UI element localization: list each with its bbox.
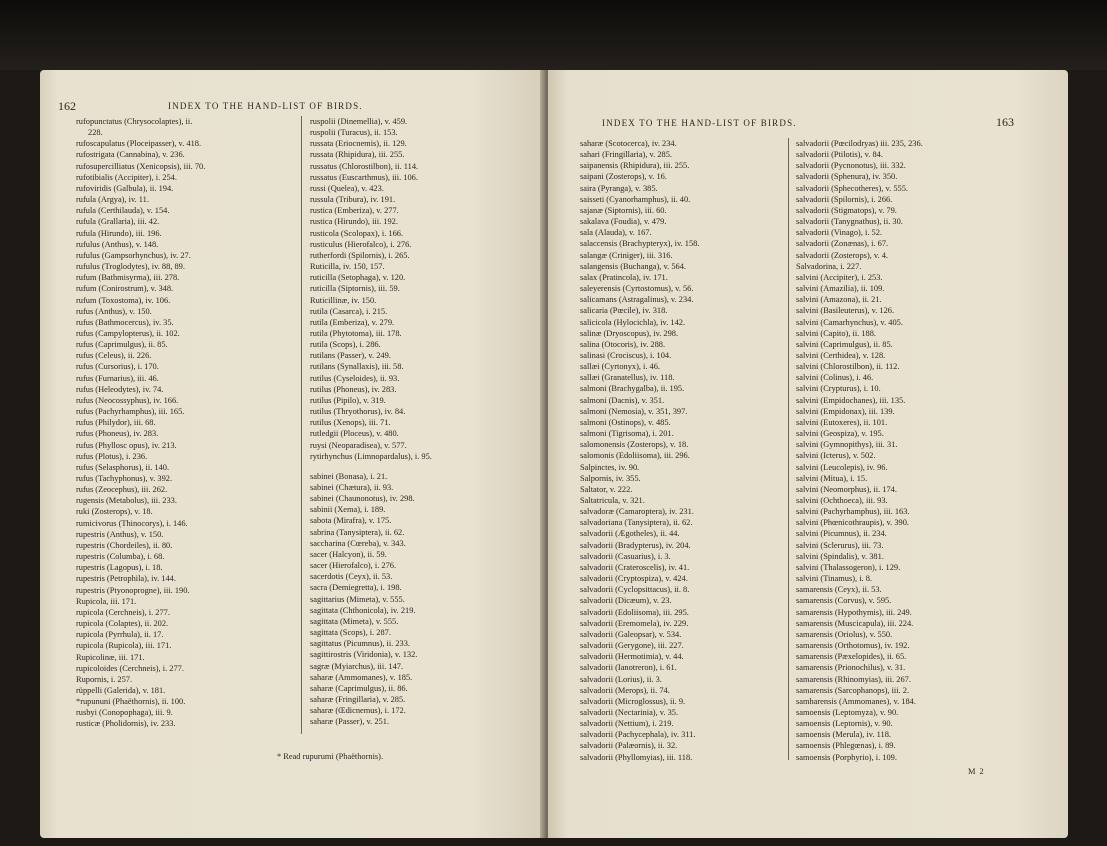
index-entry: samoensis (Porphyrio), i. 109. [796, 752, 897, 762]
column-divider [788, 138, 789, 760]
index-entry: Rupicolinæ, iii. 171. [76, 652, 145, 662]
index-entry: rufus (Phyllosc opus), iv. 213. [76, 440, 177, 450]
index-entry: salvini (Empidonax), iii. 139. [796, 406, 895, 416]
left-page [40, 70, 545, 838]
index-entry: rutledgii (Ploceus), v. 480. [310, 429, 399, 439]
index-entry: samarensis (Prionochilus), v. 31. [796, 663, 906, 673]
index-entry: salangæ (Criniger), iii. 316. [580, 250, 673, 260]
index-entry: sacerdotis (Ceyx), ii. 53. [310, 572, 393, 582]
index-entry: rustica (Emberiza), v. 277. [310, 206, 399, 216]
index-entry: rytirhynchus (Limnopardalus), i. 95. [310, 451, 432, 461]
index-entry: rufus (Heleodytes), iv. 74. [76, 384, 164, 394]
footnote: * Read rupurumi (Phaëthornis). [277, 752, 384, 761]
index-entry: Salvadorina, i. 227. [796, 261, 862, 271]
index-column-left-1 [76, 116, 306, 730]
index-entry: rutilans (Synallaxis), iii. 58. [310, 362, 404, 372]
index-entry: salvadorii (Sphecotheres), v. 555. [796, 183, 909, 193]
index-entry: rutilus (Phoneus), iv. 283. [310, 384, 397, 394]
index-entry: rufus (Pachyrhamphus), iii. 165. [76, 407, 185, 417]
index-entry: salmoni (Ostinops), v. 485. [580, 417, 671, 427]
index-entry: salvini (Empidochanes), iii. 135. [796, 395, 906, 405]
index-entry: rupestris (Columba), i. 68. [76, 552, 165, 562]
index-entry: rufus (Cursorius), i. 170. [76, 362, 159, 372]
index-entry: salvadorii (Gerygone), iii. 227. [580, 641, 684, 651]
index-entry: rufum (Bathmisyrma), iii. 278. [76, 273, 180, 283]
index-entry: russatus (Euscarthmus), iii. 106. [310, 172, 418, 182]
index-entry: salvadorii (Casuarius), i. 3. [580, 551, 671, 561]
index-entry: salvadorii (Pœcilodryas) iii. 235, 236. [796, 139, 923, 148]
index-column-left-2 [310, 116, 542, 727]
index-entry: salvadoriana (Tanysiptera), ii. 62. [580, 518, 693, 528]
index-entry: sabinei (Chætura), ii. 93. [310, 483, 394, 492]
index-entry: rustica (Hirundo), iii. 192. [310, 217, 398, 227]
index-entry: salvadorii (Zosterops), v. 4. [796, 250, 889, 260]
index-entry: salvadorii (Eremomela), iv. 229. [580, 618, 689, 628]
index-entry: rufus (Anthus), v. 150. [76, 306, 152, 316]
index-entry: salvadorii (Cyclopsittacus), ii. 8. [580, 585, 690, 595]
index-entry: russata (Eriocnemis), ii. 129. [310, 139, 407, 149]
index-entry: ruysi (Neoparadisea), v. 577. [310, 440, 407, 450]
index-entry: sagittata (Chthonicola), iv. 219. [310, 605, 416, 615]
index-entry: samarensis (Orthotomus), iv. 192. [796, 641, 910, 651]
index-entry: rutilus (Pipilo), v. 319. [310, 395, 386, 405]
index-entry: rufula (Hirundo), iii. 196. [76, 228, 162, 238]
index-entry: rufula (Grallaria), iii. 42. [76, 217, 160, 227]
index-entry: ruticilla (Siptornis), iii. 59. [310, 284, 400, 294]
index-entry: rufus (Plotus), i. 236. [76, 451, 148, 461]
index-entry: salvadorii (Hermotimia), v. 44. [580, 652, 684, 662]
index-entry: samoensis (Phlegœnas), i. 89. [796, 741, 896, 751]
index-entry: rupicola (Colaptes), ii. 202. [76, 619, 169, 629]
index-entry: rufula (Certhilauda), v. 154. [76, 206, 170, 216]
index-entry: salinæ (Dryoscopus), iv. 298. [580, 328, 679, 338]
index-entry: sagittarius (Mimeta), v. 555. [310, 594, 405, 604]
index-entry: rufulus (Troglodytes), iv. 88, 89. [76, 262, 185, 272]
index-column-right-2 [796, 138, 1036, 763]
index-entry: rufosupercilliatus (Xenicopsis), iii. 70. [76, 161, 206, 171]
index-entry: salvadorii (Phyllomyias), iii. 118. [580, 752, 693, 762]
index-entry: salvini (Amazilia), ii. 109. [796, 284, 885, 294]
index-entry: salina (Otocoris), iv. 288. [580, 339, 666, 349]
index-entry: sahari (Fringillaria), v. 285. [580, 150, 673, 160]
index-entry: rupestris (Lagopus), i. 18. [76, 563, 163, 573]
index-entry: salicaria (Pœcile), iv. 318. [580, 306, 668, 316]
index-entry: rufulus (Anthus), v. 148. [76, 239, 159, 249]
index-entry: rupestris (Ptyonoprogne), iii. 190. [76, 585, 190, 595]
index-entry: salmoni (Dacnis), v. 351. [580, 395, 665, 405]
index-entry: salvadorii (Crateroscelis), iv. 41. [580, 562, 690, 572]
index-entry: sakalava (Foudia), v. 479. [580, 217, 667, 227]
index-entry: Saltator, v. 222. [580, 484, 633, 494]
index-entry: salvadorii (Galeopsar), v. 534. [580, 629, 682, 639]
index-entry: salicicola (Hylocichla), iv. 142. [580, 317, 686, 327]
index-entry: russula (Tribura), iv. 191. [310, 195, 396, 205]
index-entry: rufus (Philydor), iii. 68. [76, 418, 156, 428]
page-number: 162 [58, 99, 76, 113]
index-entry: salmoni (Tigrisoma), i. 201. [580, 429, 674, 439]
index-entry: rufoviridis (Galbula), ii. 194. [76, 183, 174, 193]
index-entry: salvadorii (Ptilotis), v. 84. [796, 150, 883, 160]
index-entry: saharæ (Caprimulgus), ii. 86. [310, 683, 408, 693]
index-entry: rutila (Scops), i. 286. [310, 340, 381, 350]
index-column-right-1 [580, 138, 806, 763]
index-entry: salvini (Ochthoeca), iii. 93. [796, 496, 888, 505]
index-entry: Ruticillinæ, iv. 150. [310, 295, 377, 305]
index-entry: Ruticilla, iv. 150, 157. [310, 262, 385, 272]
index-entry: rutilus (Xenops), iii. 71. [310, 418, 391, 428]
index-entry: rufoscapulatus (Ploceipasser), v. 418. [76, 139, 202, 149]
index-entry: rusticulus (Hierofalco), i. 276. [310, 239, 412, 249]
index-entry: salvadorii (Ianotreron), i. 61. [580, 663, 677, 673]
index-entry: salmoni (Brachygalba), ii. 195. [580, 384, 685, 394]
index-entry: salvini (Gymnopithys), iii. 31. [796, 440, 898, 450]
index-entry: sagræ (Myiarchus), iii. 147. [310, 661, 404, 671]
index-entry: *rupununi (Phaëthornis), ii. 100. [76, 697, 186, 707]
index-entry: rufus (Selasphorus), ii. 140. [76, 462, 170, 472]
index-entry: rupicoloides (Cerchneis), i. 277. [76, 663, 184, 673]
index-entry: salvadorii (Merops), ii. 74. [580, 685, 670, 695]
index-entry: saharæ (Ammomanes), v. 185. [310, 672, 413, 682]
index-entry: rufus (Phoneus), iv. 283. [76, 429, 159, 439]
index-entry: salvini (Mitua), i. 15. [796, 473, 868, 483]
index-entry: salvini (Certhidea), v. 128. [796, 350, 886, 360]
index-entry: saharæ (Œdicnemus), i. 172. [310, 706, 406, 716]
index-entry: rufostrigata (Cannabina), v. 236. [76, 150, 185, 160]
index-entry: salvadorii (Stigmatops), v. 79. [796, 205, 897, 215]
background [0, 0, 1107, 70]
index-entry: rupicola (Cerchneis), i. 277. [76, 607, 170, 617]
index-entry: salvadorii (Nectarinia), v. 35. [580, 707, 679, 717]
index-entry: Saltatricula, v. 321. [580, 496, 645, 505]
index-entry: rufus (Caprimulgus), ii. 85. [76, 340, 168, 350]
index-entry: salvadorii (Cryptospiza), v. 424. [580, 574, 688, 584]
index-entry: salvini (Spindalis), v. 381. [796, 551, 884, 561]
index-entry: rufus (Tachyphonus), v. 392. [76, 474, 173, 483]
index-entry: rüppelli (Galerida), v. 181. [76, 685, 166, 695]
index-entry: Salpornis, iv. 355. [580, 473, 641, 483]
index-entry: salmoni (Nemosia), v. 351, 397. [580, 406, 688, 416]
index-entry: rufus (Campylopterus), ii. 102. [76, 328, 180, 338]
index-entry: salvini (Chlorostilbon), ii. 112. [796, 362, 900, 372]
index-entry: rufulus (Gampsorhynchus), iv. 27. [76, 250, 191, 260]
index-entry: sajanæ (Siptornis), iii. 60. [580, 205, 667, 215]
right-page [548, 70, 1068, 838]
index-entry: salvini (Leucolepis), iv. 96. [796, 462, 888, 472]
index-entry: saharæ (Passer), v. 251. [310, 717, 390, 727]
running-head: INDEX TO THE HAND-LIST OF BIRDS. [168, 101, 363, 111]
index-entry: sala (Alauda), v. 167. [580, 228, 652, 238]
index-entry: salangensis (Buchanga), v. 564. [580, 261, 686, 271]
index-entry: salvini (Geospiza), v. 195. [796, 429, 884, 439]
index-entry: sabrina (Tanysiptera), ii. 62. [310, 527, 405, 537]
index-entry: rufotibialis (Accipiter), i. 254. [76, 172, 177, 182]
index-entry: rupicola (Pyrrhula), ii. 17. [76, 630, 164, 640]
index-entry: salvini (Camarhynchus), v. 405. [796, 317, 903, 327]
index-entry: rupestris (Anthus), v. 150. [76, 529, 164, 539]
index-entry: sacra (Demiegretta), i. 198. [310, 583, 402, 593]
index-entry: salvini (Sclerurus), iii. 73. [796, 540, 884, 550]
index-entry: sallæi (Cyrtonyx), i. 46. [580, 362, 661, 372]
index-entry: rufopunctatus (Chrysocolaptes), ii. [76, 117, 193, 126]
index-entry: salinasi (Crociscus), i. 104. [580, 350, 672, 360]
index-entry: russi (Quelea), v. 423. [310, 183, 384, 193]
index-entry: 228. [88, 128, 103, 138]
index-entry: rusticola (Scolopax), i. 166. [310, 228, 404, 238]
index-entry: salvadorii (Sphenura), iv. 350. [796, 172, 898, 182]
index-entry: rufum (Toxostoma), iv. 106. [76, 295, 171, 305]
index-entry: saharæ (Scotocerca), iv. 234. [580, 139, 677, 148]
index-entry: sabinei (Bonasa), i. 21. [310, 471, 388, 481]
index-entry: russatus (Chlorostilbon), ii. 114. [310, 161, 419, 171]
index-entry: salvadorii (Dicæum), v. 23. [580, 596, 672, 606]
index-entry: rusbyi (Conopophaga), iii. 9. [76, 708, 173, 718]
index-entry: samarensis (Muscicapula), iii. 224. [796, 618, 914, 628]
index-entry: salomonis (Edoliisoma), iii. 296. [580, 451, 690, 461]
index-entry: rumicivorus (Thinocorys), i. 146. [76, 518, 188, 528]
index-entry: ruspolii (Dinemellia), v. 459. [310, 117, 408, 126]
index-entry: salvini (Colinus), i. 46. [796, 373, 874, 383]
index-entry: salvini (Crypturus), i. 10. [796, 384, 881, 394]
index-entry: rutilus (Thryothorus), iv. 84. [310, 407, 406, 417]
index-entry: salvini (Picumnus), ii. 234. [796, 529, 887, 539]
column-divider [301, 116, 302, 734]
index-entry: salvadorii (Ægotheles), ii. 44. [580, 529, 680, 539]
index-entry: samarensis (Pæxelopides), ii. 65. [796, 652, 907, 662]
index-entry: rufus (Bathmocercus), iv. 35. [76, 317, 174, 327]
index-entry: rutilus (Cyseloides), ii. 93. [310, 373, 400, 383]
index-entry: rutherfordi (Spilornis), i. 265. [310, 250, 410, 260]
index-entry: sagittatus (Picumnus), ii. 233. [310, 639, 411, 649]
index-entry: salvadorii (Tanygnathus), ii. 30. [796, 217, 903, 227]
index-entry: samarensis (Rhinomyias), iii. 267. [796, 674, 911, 684]
index-entry: sagittata (Mimeta), v. 555. [310, 616, 399, 626]
signature-mark: M 2 [968, 767, 985, 776]
index-entry: salvadorii (Vinago), i. 52. [796, 228, 883, 238]
index-entry: salvadorii (Edoliisoma), iii. 295. [580, 607, 689, 617]
index-entry: russata (Rhipidura), iii. 255. [310, 150, 405, 160]
index-entry: Rupornis, i. 257. [76, 674, 133, 684]
index-entry: saira (Pyranga), v. 385. [580, 183, 658, 193]
index-entry: salvadorii (Zonænas), i. 67. [796, 239, 889, 249]
index-entry: salvini (Thalassogeron), i. 129. [796, 562, 901, 572]
index-entry: samarensis (Oriolus), v. 550. [796, 629, 893, 639]
index-entry: salvadorii (Pycnonotus), iii. 332. [796, 161, 906, 171]
index-entry: sacer (Halcyon), ii. 59. [310, 549, 387, 559]
index-entry: salvini (Neomorphus), ii. 174. [796, 484, 897, 494]
index-entry: sagittirostris (Viridonia), v. 132. [310, 650, 418, 660]
index-entry: saisseti (Cyanorhamphus), ii. 40. [580, 194, 691, 204]
index-entry: sagittata (Scops), i. 287. [310, 628, 391, 638]
index-entry: samoensis (Merula), iv. 118. [796, 730, 891, 740]
index-entry: salvini (Phœnicothraupis), v. 390. [796, 518, 909, 528]
index-entry: ruki (Zosterops), v. 18. [76, 507, 153, 517]
index-entry: rufus (Neocossyphus), iv. 166. [76, 395, 179, 405]
index-entry: salvini (Tinamus), i. 8. [796, 574, 873, 584]
index-entry: samarensis (Sarcophanops), iii. 2. [796, 685, 910, 695]
index-entry: salaccensis (Brachypteryx), iv. 158. [580, 239, 700, 249]
index-entry: salvini (Pachyrhamphus), iii. 163. [796, 507, 910, 517]
index-entry: rupestris (Chordeiles), ii. 80. [76, 540, 173, 550]
index-entry: Rupicola, iii. 171. [76, 596, 137, 606]
index-entry: salvini (Capito), ii. 188. [796, 328, 877, 338]
index-entry: rusticæ (Pholidornis), iv. 233. [76, 719, 176, 729]
index-entry: samoensis (Leptomyza), v. 90. [796, 707, 899, 717]
index-entry: samarensis (Hypothymis), iii. 249. [796, 607, 912, 617]
index-entry: rutila (Emberiza), v. 279. [310, 317, 395, 327]
index-entry: salvadorii (Lorius), ii. 3. [580, 674, 662, 684]
index-entry: rupestris (Petrophila), iv. 144. [76, 574, 176, 584]
index-entry: rufus (Furnarius), iii. 46. [76, 373, 159, 383]
index-entry: rutila (Phytotoma), iii. 178. [310, 328, 402, 338]
index-entry: salvadorii (Palæornis), ii. 32. [580, 741, 678, 751]
index-entry: rupicola (Rupicola), iii. 171. [76, 641, 172, 651]
index-entry: salvini (Basileuterus), v. 126. [796, 306, 895, 316]
running-head: INDEX TO THE HAND-LIST OF BIRDS. [602, 118, 797, 128]
index-entry: salvini (Accipiter), i. 253. [796, 272, 883, 282]
index-entry: rufus (Celeus), ii. 226. [76, 351, 152, 361]
index-entry: salvadorii (Microglossus), ii. 9. [580, 696, 686, 706]
index-entry: sacer (Hierofalco), i. 276. [310, 561, 397, 571]
index-entry: ruticilla (Setophaga), v. 120. [310, 273, 406, 283]
page-number: 163 [996, 115, 1014, 129]
index-entry: samoensis (Leptornis), v. 90. [796, 719, 893, 729]
index-entry: saipanensis (Rhipidura), iii. 255. [580, 161, 690, 171]
index-entry: salvini (Amazona), ii. 21. [796, 295, 882, 305]
index-entry: salvadoræ (Camaroptera), iv. 231. [580, 507, 694, 517]
index-entry: sallæi (Granatellus), iv. 118. [580, 373, 675, 383]
index-entry: salvadorii (Nettium), i. 219. [580, 719, 674, 729]
index-entry: sabota (Mirafra), v. 175. [310, 516, 392, 526]
section-gap [310, 462, 542, 471]
index-entry: saccharina (Cœreba), v. 343. [310, 538, 406, 548]
index-entry: rufus (Zeocephus), iii. 262. [76, 485, 168, 495]
index-entry: salvini (Icterus), v. 502. [796, 451, 876, 461]
index-entry: saipani (Zosterops), v. 16. [580, 172, 667, 182]
index-entry: salvini (Caprimulgus), ii. 85. [796, 339, 893, 349]
index-entry: saleyerensis (Cyrtostomus), v. 56. [580, 284, 694, 294]
index-entry: salvadorii (Bradypterus), iv. 204. [580, 540, 691, 550]
index-entry: salvadorii (Spilornis), i. 266. [796, 194, 893, 204]
index-entry: rutilans (Passer), v. 249. [310, 351, 391, 361]
index-entry: salvini (Eutoxeres), ii. 101. [796, 417, 888, 427]
index-entry: Salpinctes, iv. 90. [580, 462, 640, 472]
index-entry: rutila (Casarca), i. 215. [310, 306, 388, 316]
index-entry: rugensis (Metabolus), iii. 233. [76, 496, 177, 506]
index-entry: ruspolii (Turacus), ii. 153. [310, 128, 398, 138]
index-entry: salicamans (Astragalinus), v. 234. [580, 295, 694, 305]
index-entry: samarensis (Ceyx), ii. 53. [796, 585, 882, 595]
index-entry: salomonensis (Zosterops), v. 18. [580, 440, 689, 450]
index-entry: sabinei (Chaunonotus), iv. 298. [310, 494, 415, 504]
index-entry: rufum (Conirostrum), v. 348. [76, 284, 174, 294]
index-entry: salvadorii (Pachycephala), iv. 311. [580, 730, 696, 740]
index-entry: saharæ (Fringillaria), v. 285. [310, 694, 406, 704]
index-entry: sabinii (Xema), i. 189. [310, 505, 386, 515]
index-entry: rufula (Argya), iv. 11. [76, 195, 149, 205]
index-entry: salax (Pratincola), iv. 171. [580, 272, 668, 282]
index-entry: samarensis (Corvus), v. 595. [796, 596, 892, 606]
index-entry: samharensis (Ammomanes), v. 184. [796, 696, 916, 706]
